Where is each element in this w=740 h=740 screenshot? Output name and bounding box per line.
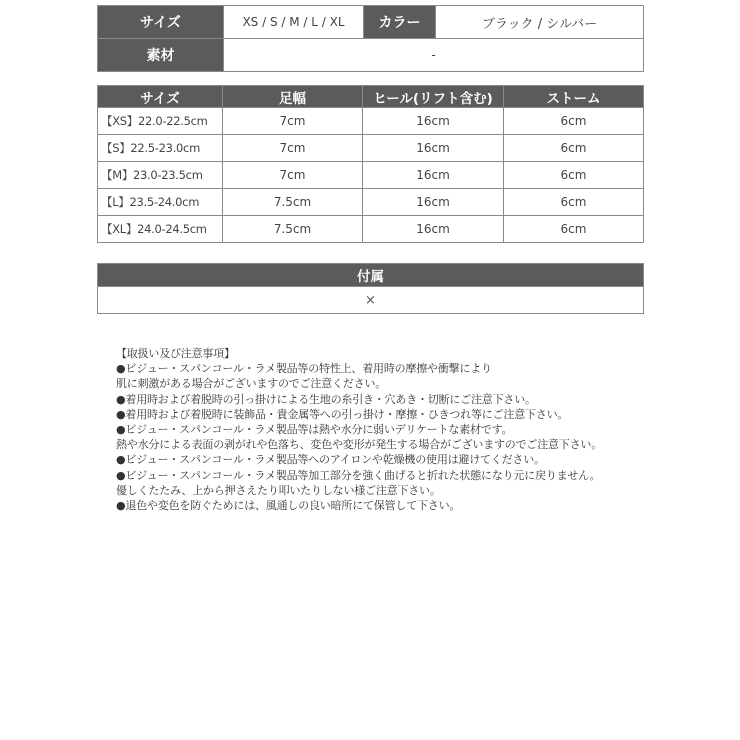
storm-cell: 6cm [504,189,644,216]
material-label: 素材 [98,39,224,72]
note-line: ●着用時および着脱時の引っ掛けによる生地の糸引き・穴あき・切断にご注意下さい。 [116,392,536,406]
storm-cell: 6cm [504,216,644,243]
size-value: XS / S / M / L / XL [224,6,364,39]
accessories-value-row [98,287,644,314]
accessories-value: × [98,287,644,314]
storm-cell: 6cm [504,162,644,189]
storm-cell: 6cm [504,108,644,135]
col-header-size: サイズ [98,86,223,108]
size-cell: 【L】23.5-24.0cm [98,189,223,216]
size-cell: 【XS】22.0-22.5cm [98,108,223,135]
accessories-table [97,263,644,314]
note-line: ●退色や変色を防ぐためには、風通しの良い暗所にて保管して下さい。 [116,499,461,513]
width-cell: 7cm [223,135,363,162]
col-header-storm: ストーム [504,86,644,108]
table-row [98,135,644,162]
notes-title: 【取扱い及び注意事項】 [116,347,235,360]
note-line: ●ビジュー・スパンコール・ラメ製品等の特性上、着用時の摩擦や衝撃により [116,362,492,376]
col-header-width: 足幅 [223,86,363,108]
width-cell: 7cm [223,108,363,135]
note-line: 熱や水分による表面の剥がれや色落ち、変色や変形が発生する場合がございますのでご注意下さい。 [116,438,602,452]
heel-cell: 16cm [363,162,504,189]
width-cell: 7cm [223,162,363,189]
size-cell: 【S】22.5-23.0cm [98,135,223,162]
size-label: サイズ [98,6,224,39]
spec-row-material [98,39,644,72]
col-header-heel: ヒール(リフト含む) [363,86,504,108]
note-line: 肌に刺激がある場合がございますのでご注意ください。 [116,377,386,391]
spec-table [97,5,644,72]
size-table-header [98,86,644,108]
note-line: 優しくたたみ、上から押さえたり叩いたりしない様ご注意下さい。 [116,483,441,497]
table-row [98,108,644,135]
accessories-header: 付属 [98,264,644,287]
storm-cell: 6cm [504,135,644,162]
material-value: - [224,39,644,72]
heel-cell: 16cm [363,216,504,243]
color-value: ブラック / シルバー [436,6,644,39]
size-table [97,85,644,243]
accessories-header-row [98,264,644,287]
heel-cell: 16cm [363,135,504,162]
heel-cell: 16cm [363,108,504,135]
note-line: ●着用時および着脱時に装飾品・貴金属等への引っ掛け・摩擦・ひきつれ等にご注意下さい。 [116,407,569,421]
size-cell: 【M】23.0-23.5cm [98,162,223,189]
width-cell: 7.5cm [223,189,363,216]
table-row [98,162,644,189]
note-line: ●ビジュー・スパンコール・ラメ製品等加工部分を強く曲げると折れた状態になり元に戻りません。 [116,468,601,482]
note-line: ●ビジュー・スパンコール・ラメ製品等は熱や水分に弱いデリケートな素材です。 [116,423,513,437]
heel-cell: 16cm [363,189,504,216]
table-row [98,189,644,216]
table-row [98,216,644,243]
note-line: ●ビジュー・スパンコール・ラメ製品等へのアイロンや乾燥機の使用は避けてください。 [116,453,545,467]
spec-row-size-color [98,6,644,39]
width-cell: 7.5cm [223,216,363,243]
care-notes [116,346,676,513]
color-label: カラー [364,6,436,39]
size-cell: 【XL】24.0-24.5cm [98,216,223,243]
